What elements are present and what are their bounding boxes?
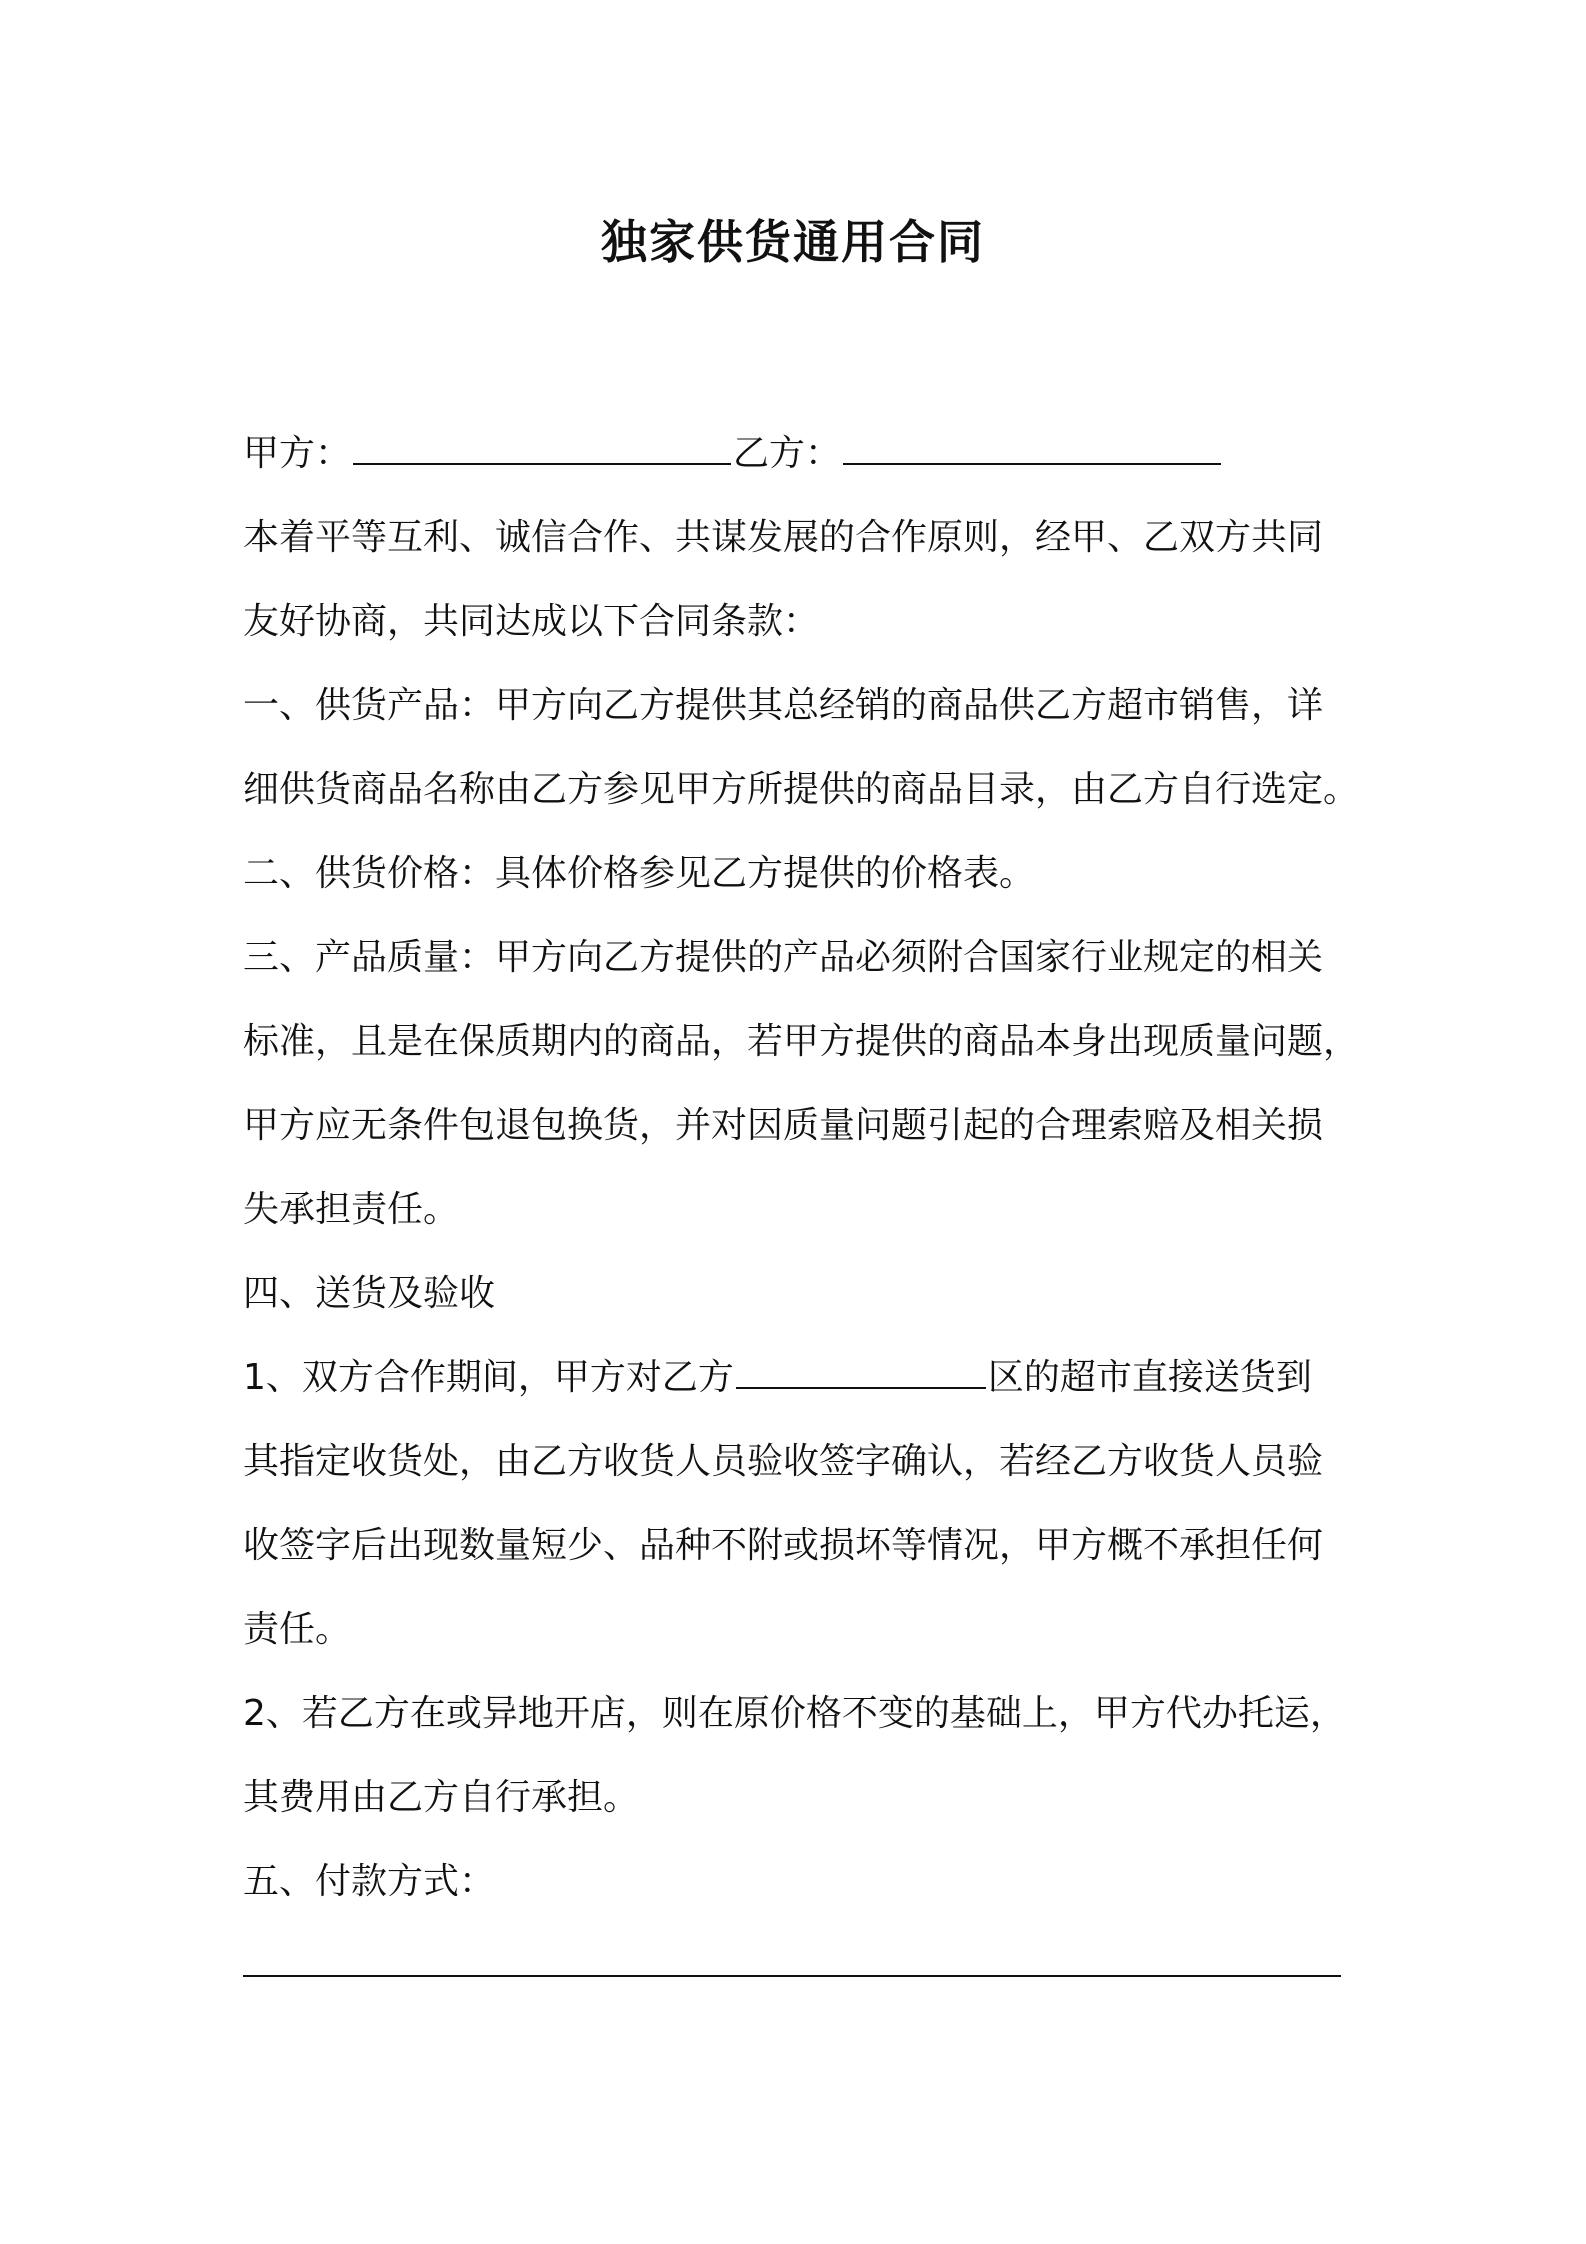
clause-3-line: 三、产品质量：甲方向乙方提供的产品必须附合国家行业规定的相关 <box>243 937 1324 978</box>
clause-1-line: 细供货商品名称由乙方参见甲方所提供的商品目录，由乙方自行选定。 <box>243 769 1360 810</box>
clause-4-item-1-after: 区的超市直接送货到 <box>987 1357 1312 1398</box>
region-blank <box>736 1343 986 1389</box>
clause-5-heading: 五、付款方式： <box>243 1861 496 1902</box>
clause-4-heading: 四、送货及验收 <box>243 1273 496 1314</box>
clause-4-item-1-before: 1、双方合作期间，甲方对乙方 <box>243 1357 734 1398</box>
clause-4-item-2-line: 其费用由乙方自行承担。 <box>243 1777 640 1818</box>
parties-line <box>243 412 1363 496</box>
intro-line: 友好协商，共同达成以下合同条款： <box>243 601 820 642</box>
clause-4-item-1-line: 收签字后出现数量短少、品种不附或损坏等情况，甲方概不承担任何 <box>243 1525 1324 1566</box>
clause-3-line: 失承担责任。 <box>243 1189 460 1230</box>
intro-line: 本着平等互利、诚信合作、共谋发展的合作原则，经甲、乙双方共同 <box>243 517 1324 558</box>
payment-method-blank-line <box>243 1924 1363 2008</box>
party-b-label: 乙方： <box>733 433 842 474</box>
party-a-label: 甲方： <box>243 433 352 474</box>
clause-4-item-1-line: 责任。 <box>243 1609 352 1650</box>
clause-4-item-1-first-line <box>243 1336 1363 1420</box>
document-title: 独家供货通用合同 <box>601 215 985 269</box>
clause-3-line: 甲方应无条件包退包换货，并对因质量问题引起的合理索赔及相关损 <box>243 1105 1324 1146</box>
party-a-blank <box>353 419 731 465</box>
clause-4-item-1-line: 其指定收货处，由乙方收货人员验收签字确认，若经乙方收货人员验 <box>243 1441 1324 1482</box>
clause-2-line: 二、供货价格：具体价格参见乙方提供的价格表。 <box>243 853 1036 894</box>
document-body <box>243 412 1363 2008</box>
payment-method-blank <box>243 1931 1341 1977</box>
clause-4-item-2-line: 2、若乙方在或异地开店，则在原价格不变的基础上，甲方代办托运， <box>243 1693 1346 1734</box>
party-b-blank <box>843 419 1221 465</box>
clause-1-line: 一、供货产品：甲方向乙方提供其总经销的商品供乙方超市销售，详 <box>243 685 1324 726</box>
clause-3-line: 标准，且是在保质期内的商品，若甲方提供的商品本身出现质量问题， <box>243 1021 1360 1062</box>
